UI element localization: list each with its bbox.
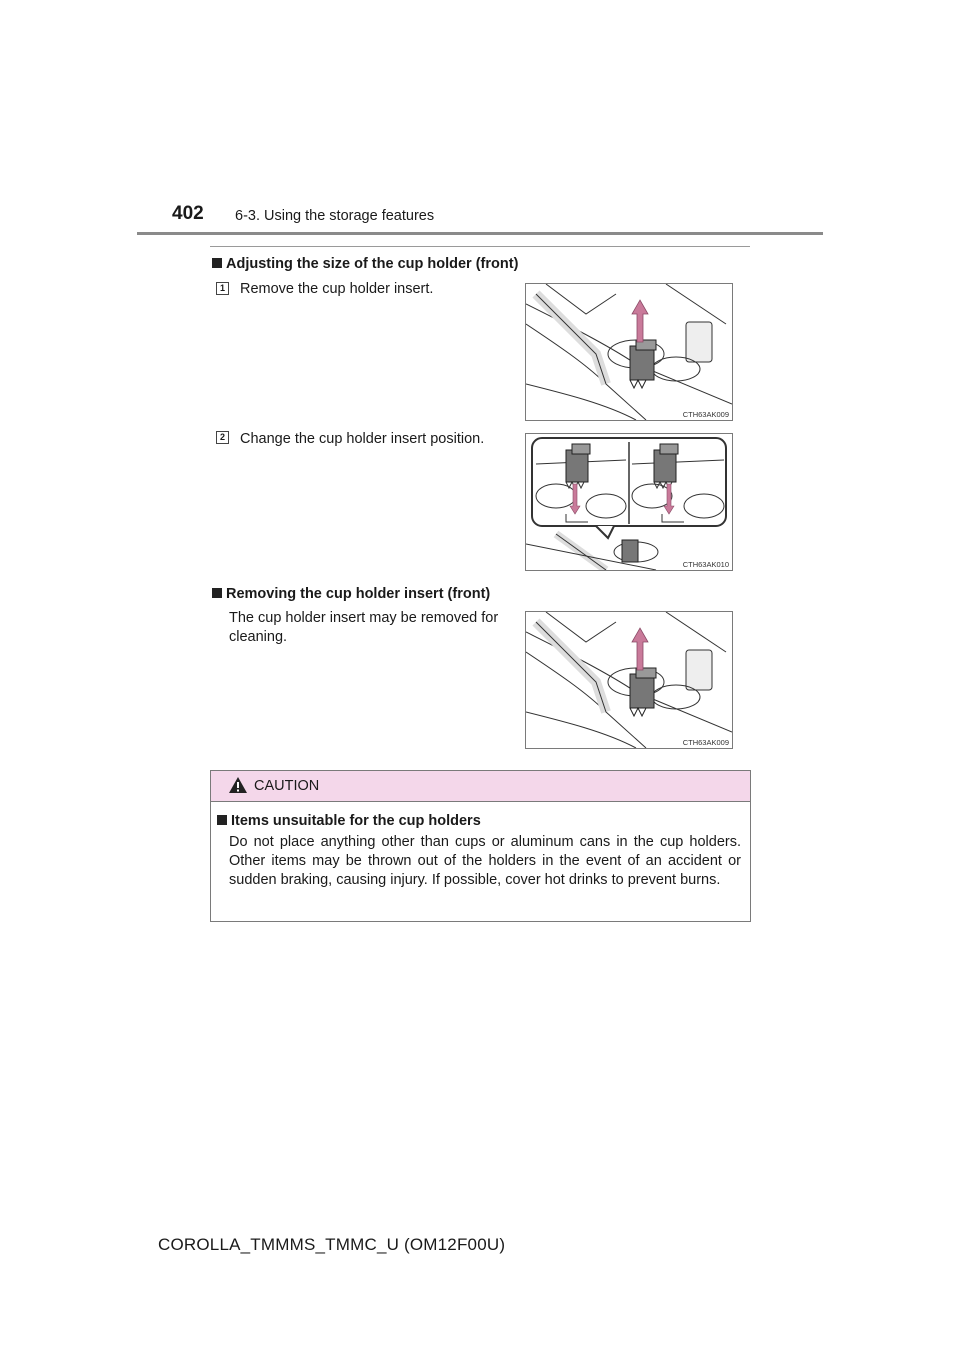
console-illustration-2 [526,612,732,748]
step-1-badge: 1 [216,282,229,295]
figure-code-3: CTH63AK009 [682,738,729,747]
caution-title: CAUTION [254,778,320,794]
console-illustration [526,284,732,420]
up-arrow-icon [632,628,648,670]
caution-box [210,770,751,922]
removing-heading: Removing the cup holder insert (front) [212,586,490,602]
warning-icon [228,776,248,794]
footer-doc-id: COROLLA_TMMMS_TMMC_U (OM12F00U) [158,1235,506,1254]
square-bullet-icon [212,258,222,268]
insert-position-illustration [526,434,732,570]
caution-subheading: Items unsuitable for the cup holders [217,813,481,829]
header-divider [137,232,823,235]
caution-text: Do not place anything other than cups or aluminum cans in the cup holders. Other items may be thrown out of the holders in the event of an accident or sudden braking, causing injury. If possible, cover hot drinks to prevent burns. [229,834,741,888]
page-number: 402 [172,203,204,224]
square-bullet-icon [217,815,227,825]
figure-remove-insert [525,283,733,421]
figure-code-2: CTH63AK010 [682,560,729,569]
figure-remove-for-cleaning [525,611,733,749]
step-1-text: Remove the cup holder insert. [240,281,434,297]
square-bullet-icon [212,588,222,598]
removing-text: The cup holder insert may be removed for cleaning. [229,610,499,645]
caution-header [211,771,750,802]
adjusting-heading: Adjusting the size of the cup holder (front) [212,256,518,272]
up-arrow-icon [632,300,648,342]
content-divider [210,246,750,247]
step-2-badge: 2 [216,431,229,444]
figure-code-1: CTH63AK009 [682,410,729,419]
figure-change-position [525,433,733,571]
step-2-text: Change the cup holder insert position. [240,431,485,447]
section-title: 6-3. Using the storage features [235,208,435,224]
